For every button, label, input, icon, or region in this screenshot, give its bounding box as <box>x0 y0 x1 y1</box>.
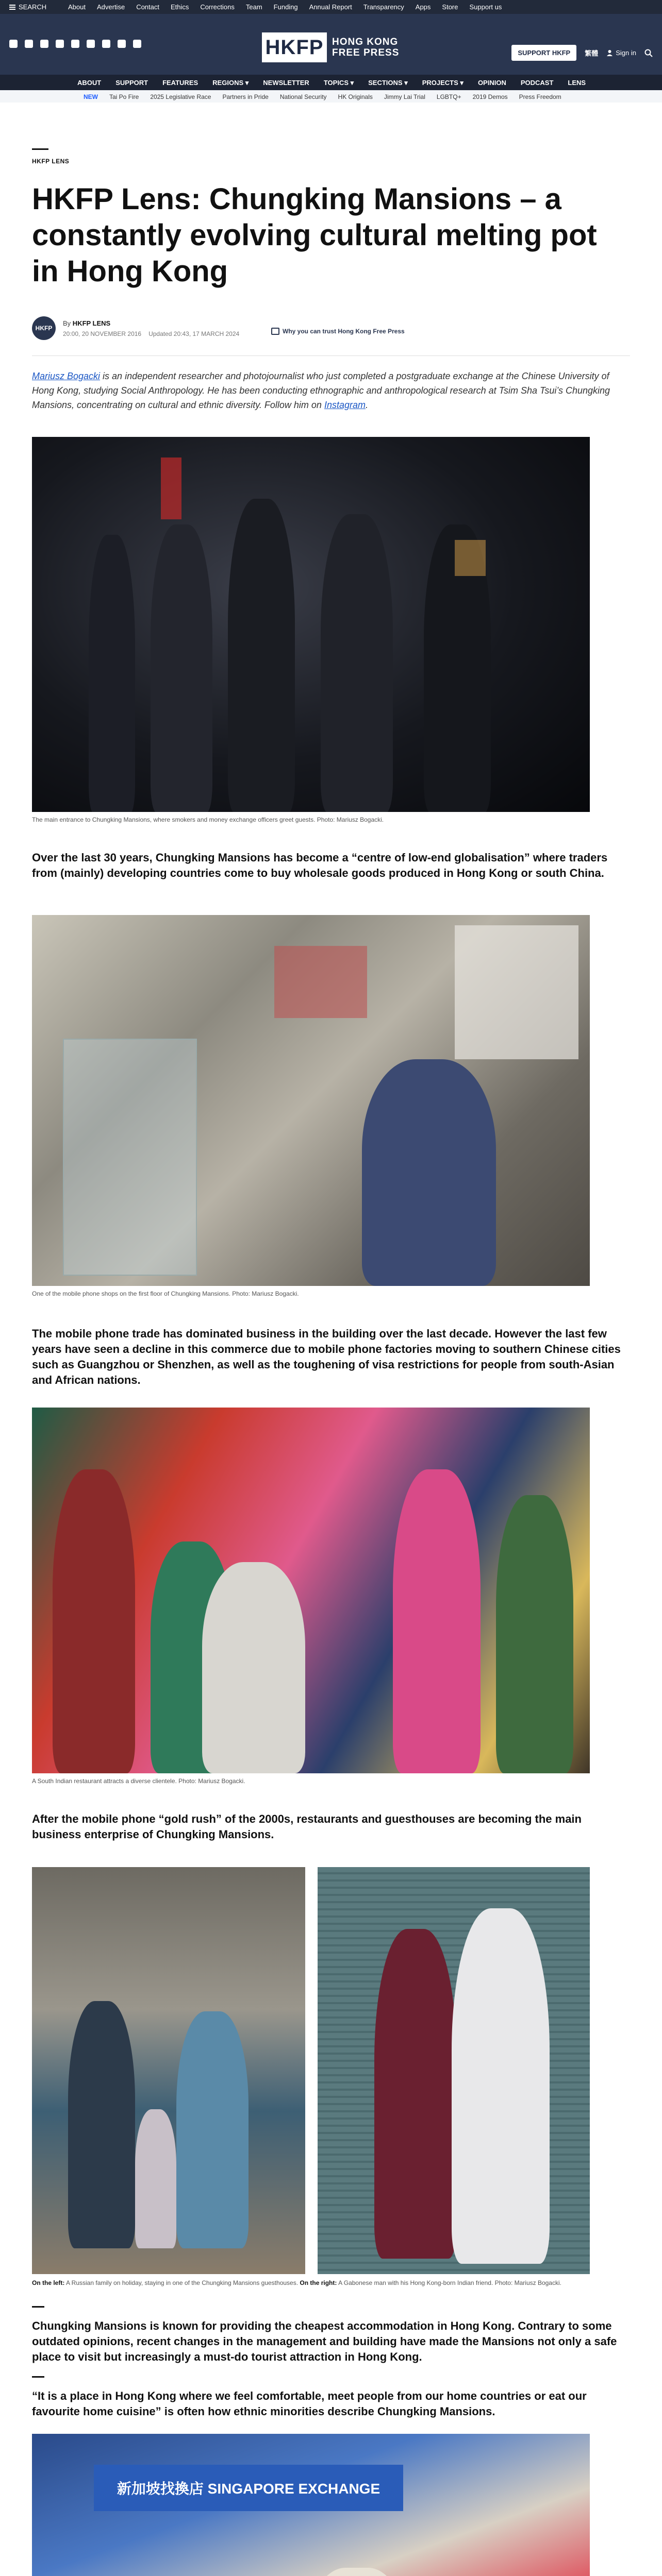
search-icon[interactable] <box>644 49 653 57</box>
photo-main-entrance <box>32 437 590 812</box>
language-toggle[interactable]: 繁體 <box>585 49 599 57</box>
utility-link-5[interactable]: Team <box>245 3 262 11</box>
exchange-shop-sign: 新加坡找換店 SINGAPORE EXCHANGE <box>94 2465 403 2511</box>
search-toggle[interactable] <box>9 3 46 11</box>
section-rule <box>32 148 48 150</box>
paragraph-2: The mobile phone trade has dominated business in the building over the last decade. However the last few years have seen a decline in this commerce due to mobile phone factories moving to southern Chinese cities such as Guangzhou or Shenzhen, as well as the toughening of visa restrictions for people from south-Asian and African nations. <box>32 1327 621 1386</box>
utility-link-10[interactable]: Store <box>442 3 458 11</box>
nav-item-4[interactable]: NEWSLETTER <box>263 79 309 87</box>
nav-item-7[interactable]: PROJECTS ▾ <box>422 79 464 87</box>
utility-link-1[interactable]: Advertise <box>96 3 125 11</box>
nav-item-6[interactable]: SECTIONS ▾ <box>368 79 408 87</box>
nav-item-1[interactable]: SUPPORT <box>115 79 148 87</box>
utility-link-4[interactable]: Corrections <box>200 3 235 11</box>
utility-link-11[interactable]: Support us <box>469 3 502 11</box>
user-icon <box>606 49 613 56</box>
instagram-icon[interactable] <box>40 40 48 48</box>
author-line <box>63 319 239 327</box>
utility-link-6[interactable]: Funding <box>273 3 298 11</box>
section-divider-2 <box>32 2376 44 2378</box>
account-link[interactable] <box>606 49 636 57</box>
nav-item-2[interactable]: FEATURES <box>162 79 198 87</box>
caption-1: The main entrance to Chungking Mansions, where smokers and money exchange officers greet guests. Photo: Mariusz Bogacki. <box>32 816 384 823</box>
main-nav <box>0 75 662 90</box>
trending-link-2[interactable]: Partners in Pride <box>222 93 269 100</box>
published-date: 20:00, 20 NOVEMBER 2016 <box>63 330 142 337</box>
trending-link-1[interactable]: 2025 Legislative Race <box>150 93 211 100</box>
article-title: HKFP Lens: Chungking Mansions – a constantly evolving cultural melting pot in Hong Kong <box>32 182 597 288</box>
nav-item-5[interactable]: TOPICS ▾ <box>323 79 354 87</box>
new-badge: NEW <box>84 93 98 100</box>
trending-link-7[interactable]: 2019 Demos <box>472 93 508 100</box>
site-logo[interactable] <box>262 32 399 62</box>
utility-link-9[interactable]: Apps <box>415 3 431 11</box>
search-label: SEARCH <box>19 3 47 11</box>
trending-link-0[interactable]: Tai Po Fire <box>109 93 139 100</box>
caption-4-right: A Gabonese man with his Hong Kong-born Indian friend. Photo: Mariusz Bogacki. <box>337 2279 561 2286</box>
x-icon[interactable] <box>25 40 33 48</box>
menu-icon <box>9 5 15 10</box>
caption-4-left: A Russian family on holiday, staying in one of the Chungking Mansions guesthouses. <box>64 2279 299 2286</box>
caption-2: One of the mobile phone shops on the first floor of Chungking Mansions. Photo: Mariusz Bogacki. <box>32 1290 299 1297</box>
paragraph-3: After the mobile phone “gold rush” of the 2000s, restaurants and guesthouses are becoming the main business enterprise of Chungking Mansions. <box>32 1812 582 1841</box>
paragraph-1: Over the last 30 years, Chungking Mansions has become a “centre of low-end globalisation” where traders from (mainly) developing countries come to buy wholesale goods produced in Hong Kong or south China. <box>32 851 608 879</box>
trending-items <box>84 93 561 100</box>
support-hkfp-button[interactable]: SUPPORT HKFP <box>511 45 576 61</box>
logo-line-2: FREE PRESS <box>332 47 400 58</box>
intro-instagram-link[interactable]: Instagram <box>324 400 366 410</box>
trust-link-label: Why you can trust Hong Kong Free Press <box>283 328 405 335</box>
threads-icon[interactable] <box>56 40 64 48</box>
trust-link[interactable] <box>271 328 405 335</box>
utility-link-7[interactable]: Annual Report <box>309 3 352 11</box>
trending-bar <box>0 90 662 103</box>
article-intro <box>32 369 630 412</box>
social-links <box>9 40 141 48</box>
logo-line-1: HONG KONG <box>332 37 399 47</box>
caption-4-left-label: On the left: <box>32 2279 65 2286</box>
trending-link-8[interactable]: Press Freedom <box>519 93 561 100</box>
logo-mark: HKFP <box>262 32 327 62</box>
caption-4 <box>32 2279 630 2286</box>
mastodon-icon[interactable] <box>102 40 110 48</box>
nav-item-9[interactable]: PODCAST <box>520 79 554 87</box>
trending-link-5[interactable]: Jimmy Lai Trial <box>384 93 425 100</box>
author-link[interactable]: HKFP LENS <box>72 319 111 327</box>
byline <box>32 316 239 340</box>
utility-bar <box>0 0 662 14</box>
nav-item-8[interactable]: OPINION <box>477 79 506 87</box>
trending-link-6[interactable]: LGBTQ+ <box>436 93 461 100</box>
author-prefix: By <box>63 319 71 327</box>
intro-author-link[interactable]: Mariusz Bogacki <box>32 371 101 381</box>
intro-end: . <box>366 400 369 410</box>
caption-4-right-label: On the right: <box>300 2279 337 2286</box>
linkedin-icon[interactable] <box>71 40 79 48</box>
section-divider-1 <box>32 2306 44 2308</box>
paragraph-4: Chungking Mansions is known for providing the cheapest accommodation in Hong Kong. Contrary to some outdated opinions, recent changes in the management and building have made the Mansions not only a safe place to visit but increasingly a must-do tourist attraction in Hong Kong. <box>32 2319 617 2363</box>
utility-link-3[interactable]: Ethics <box>171 3 189 11</box>
intro-text: is an independent researcher and photojournalist who just completed a postgraduate exchange at the Chinese University of Hong Kong, studying Social Anthropology. He has been conducting ethnographic and anthropological research at Tsim Sha Tsui’s Chungking Mansions, concentrating on cultural and ethnic diversity. Follow him on <box>32 371 610 410</box>
info-icon <box>271 328 279 335</box>
article-kicker[interactable]: HKFP LENS <box>32 158 70 165</box>
utility-link-2[interactable]: Contact <box>136 3 159 11</box>
caption-3: A South Indian restaurant attracts a diverse clientele. Photo: Mariusz Bogacki. <box>32 1777 245 1785</box>
nav-item-3[interactable]: REGIONS ▾ <box>212 79 249 87</box>
main-nav-items <box>77 79 586 87</box>
photo-phone-shop <box>32 915 590 1286</box>
updated-date: Updated 20:43, 17 MARCH 2024 <box>148 330 240 337</box>
utility-link-8[interactable]: Transparency <box>363 3 404 11</box>
logo-wordmark <box>332 37 399 58</box>
nav-item-0[interactable]: ABOUT <box>77 79 102 87</box>
trending-link-4[interactable]: HK Originals <box>338 93 373 100</box>
site-header <box>0 14 662 75</box>
nav-item-10[interactable]: LENS <box>568 79 586 87</box>
byline-divider <box>32 355 630 356</box>
bluesky-icon[interactable] <box>118 40 126 48</box>
header-actions <box>511 45 653 61</box>
email-icon[interactable] <box>133 40 141 48</box>
photo-russian-family <box>32 1867 305 2274</box>
photo-gabonese-man-and-friend <box>318 1867 590 2274</box>
utility-link-0[interactable]: About <box>68 3 86 11</box>
utility-links <box>68 3 502 11</box>
sign-in-label: Sign in <box>616 49 636 57</box>
photo-lift-queue <box>32 2434 590 2576</box>
article-dates <box>63 330 239 337</box>
trending-link-3[interactable]: National Security <box>279 93 327 100</box>
paragraph-5: “It is a place in Hong Kong where we feel comfortable, meet people from our home countries or eat our favourite home cuisine” is often how ethnic minorities describe Chungking Mansions. <box>32 2389 587 2418</box>
author-avatar[interactable]: HKFP <box>32 316 56 340</box>
youtube-icon[interactable] <box>87 40 95 48</box>
facebook-icon[interactable] <box>9 40 18 48</box>
photo-restaurant <box>32 1408 590 1773</box>
